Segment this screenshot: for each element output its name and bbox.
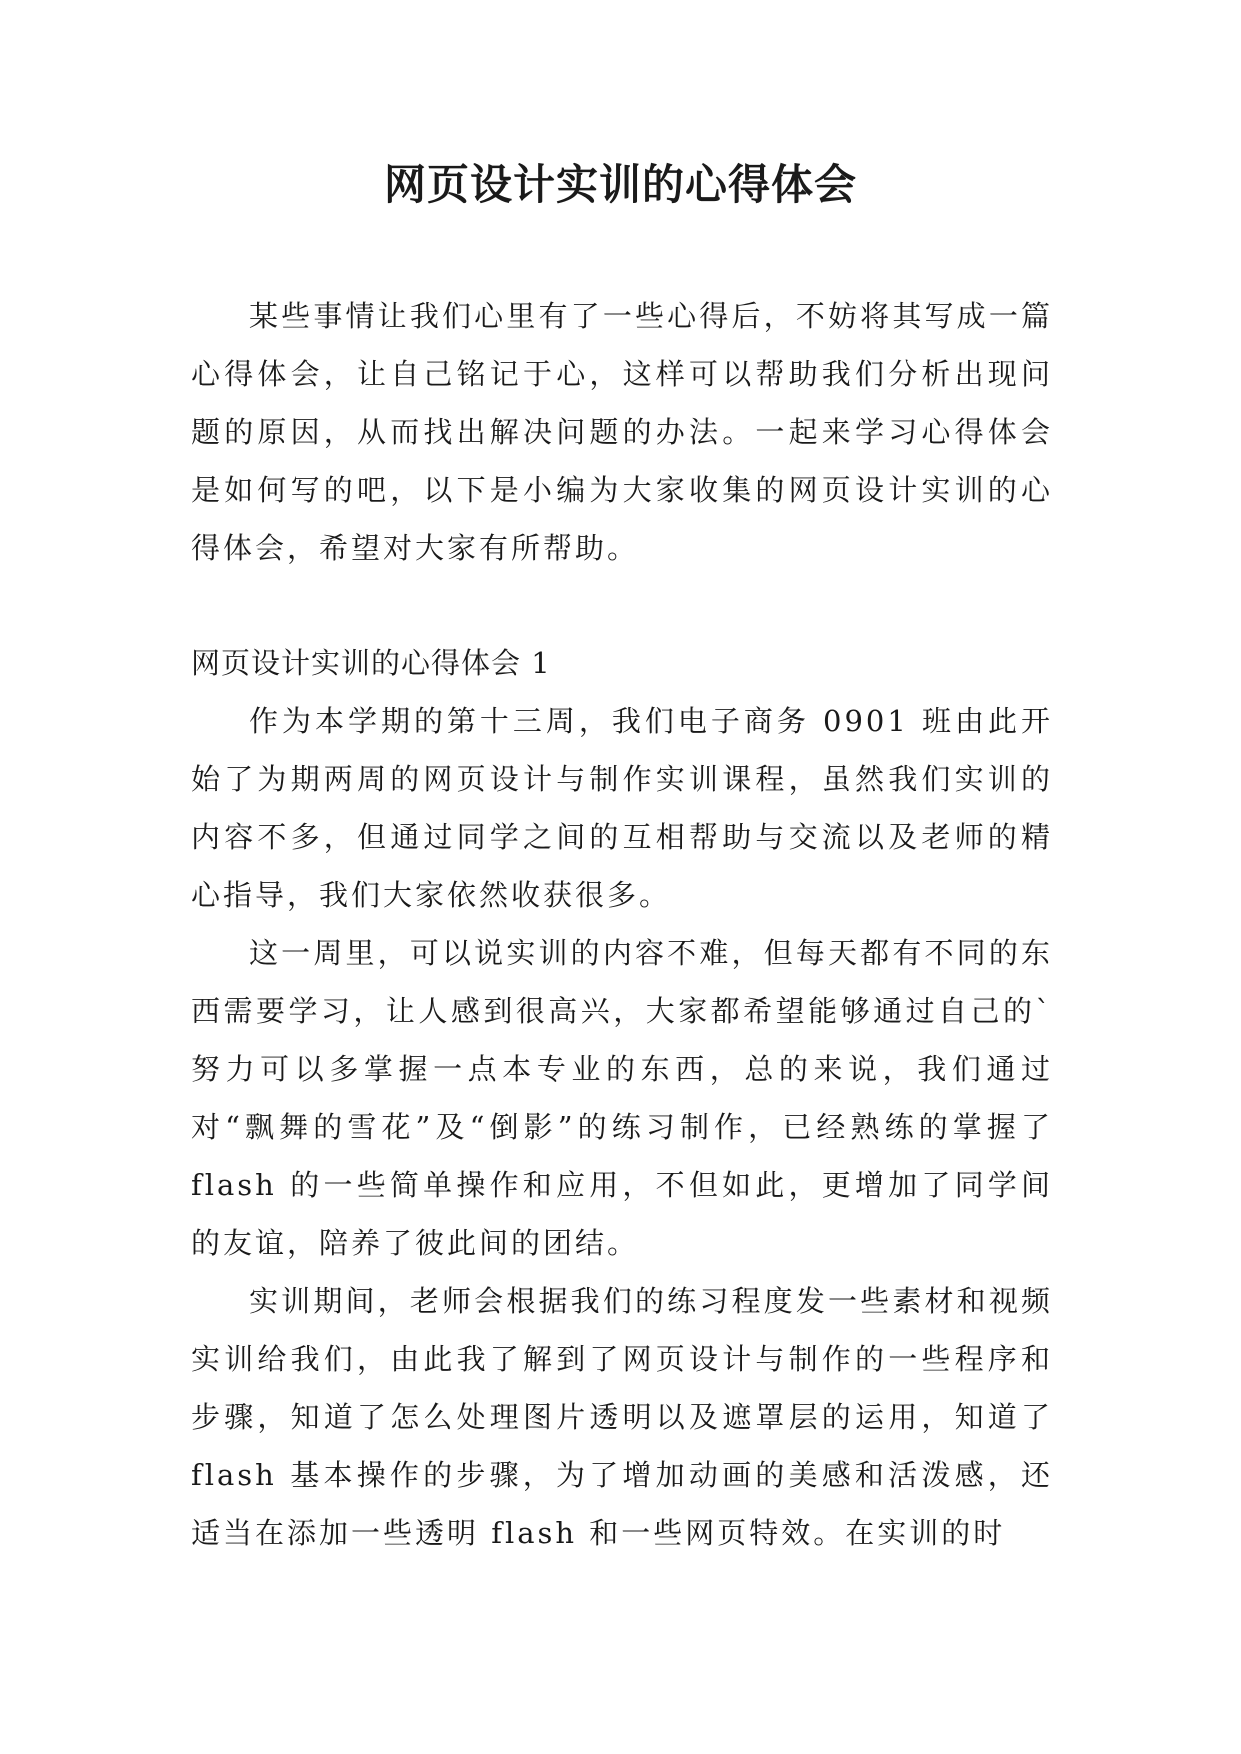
intro-paragraph: 某些事情让我们心里有了一些心得后，不妨将其写成一篇心得体会，让自己铭记于心，这样可以帮助我们分析出现问题的原因，从而找出解决问题的办法。一起来学习心得体会是如何写的吧，以下是小编为大家收集的网页设计实训的心得体会，希望对大家有所帮助。 (191, 299, 1053, 565)
document-title: 网页设计实训的心得体会 (383, 160, 857, 209)
intro-block (191, 287, 1053, 577)
body-paragraph-2: 这一周里，可以说实训的内容不难，但每天都有不同的东西需要学习，让人感到很高兴，大家都希望能够通过自己的`努力可以多掌握一点本专业的东西，总的来说，我们通过对“飘舞的雪花”及“倒影”的练习制作，已经熟练的掌握了 flash 的一些简单操作和应用，不但如此，更增加了同学间的友谊，陪养了彼此间的团结。 (191, 936, 1053, 1260)
body-paragraph-3: 实训期间，老师会根据我们的练习程度发一些素材和视频实训给我们，由此我了解到了网页设计与制作的一些程序和步骤，知道了怎么处理图片透明以及遮罩层的运用，知道了 flash 基本操作的步骤，为了增加动画的美感和活泼感，还适当在添加一些透明 flash 和一些网页特效。在实训的时 (191, 1284, 1053, 1550)
body-paragraph-1: 作为本学期的第十三周，我们电子商务 0901 班由此开始了为期两周的网页设计与制作实训课程，虽然我们实训的内容不多，但通过同学之间的互相帮助与交流以及老师的精心指导，我们大家依然收获很多。 (191, 704, 1053, 912)
section-body (191, 692, 1053, 1562)
section-heading: 网页设计实训的心得体会 1 (191, 646, 551, 680)
